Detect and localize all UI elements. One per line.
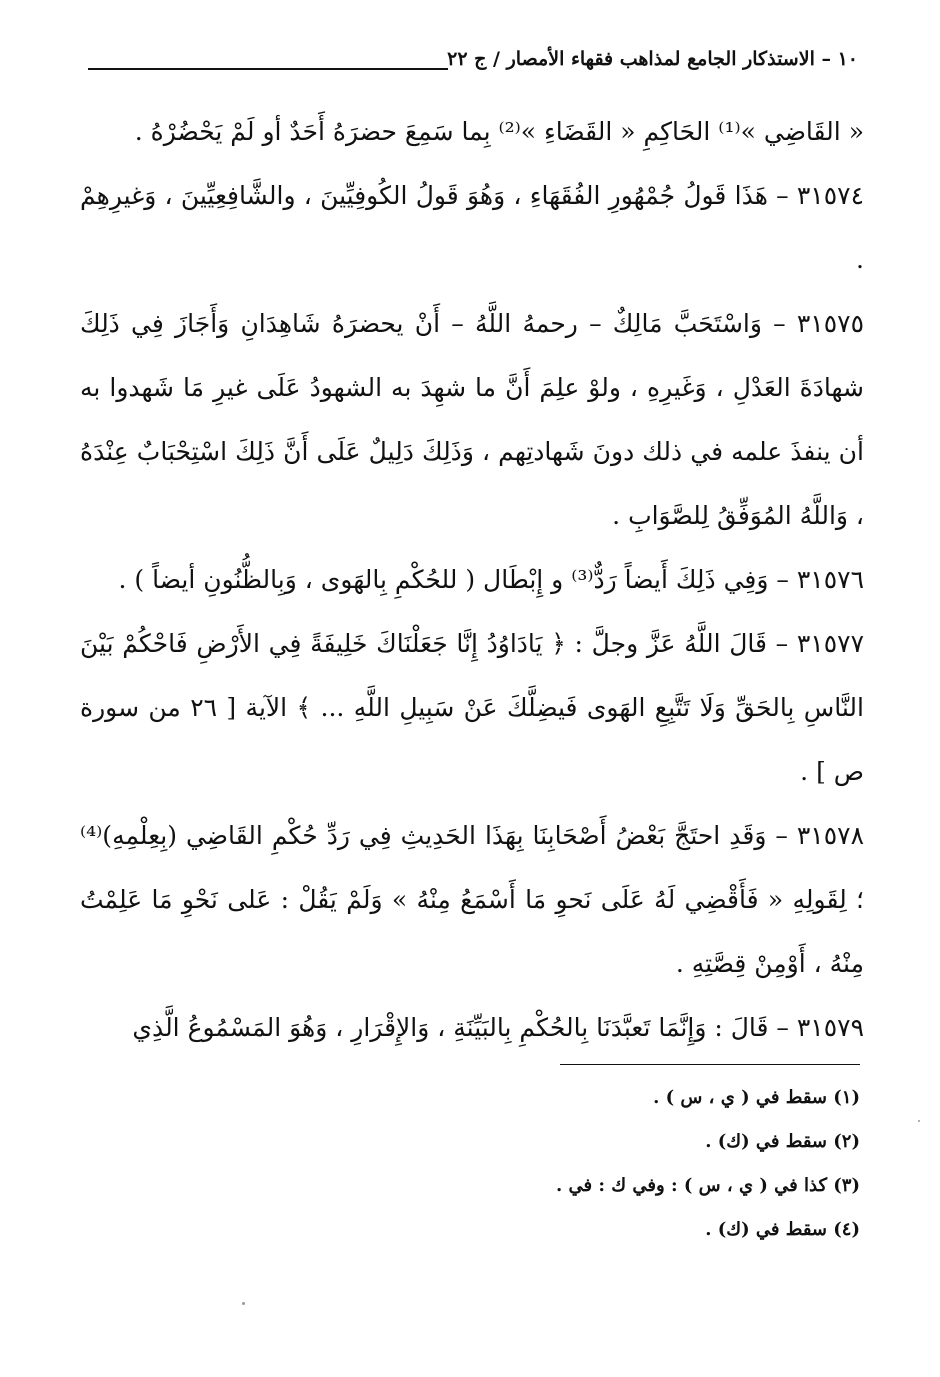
page-header [88, 44, 858, 84]
footnote-2: (٢) سقط في (ك) . [705, 1131, 860, 1152]
paragraph-31574: ٣١٥٧٤ – هَذَا قَولُ جُمْهُورِ الفُقَهَاءِ ، وَهُوَ قَولُ الكُوفِيِّينَ ، والشَّافِعِيِّينَ ، وَغيرِهِمْ . [80, 181, 864, 274]
paragraph-31578: ٣١٥٧٨ – وَقَدِ احتَجَّ بَعْضُ أَصْحَابِنَا بِهَذَا الحَدِيثِ فِي رَدِّ حُكْمِ القَاضِي (بِعِلْمِهِ)⁽⁴⁾ ؛ لِقَولِهِ « فَأَقْضِي لَهُ عَلَى نَحوِ مَا أَسْمَعُ مِنْهُ » وَلَمْ يَقُلْ : عَلى نَحْوِ مَا عَلِمْتُ مِنْهُ ، أَوْمِنْ قِصَّتِهِ . [80, 821, 864, 978]
scan-speck [918, 1120, 920, 1122]
footnotes [420, 1076, 860, 1252]
header-rule [88, 68, 448, 70]
footnote-4: (٤) سقط في (ك) . [705, 1219, 860, 1240]
paragraph-31576: ٣١٥٧٦ – وَفِي ذَلِكَ أَيضاً رَدٌّ⁽³⁾ و إِبْطَال ( للحُكْمِ بِالهَوى ، وَبِالظُّنُونِ أيضاً ) . [118, 565, 864, 594]
footnote-1: (١) سقط في ( ي ، س ) . [653, 1087, 860, 1108]
footnote-separator [560, 1064, 860, 1065]
footnote-3: (٣) كذا في ( ي ، س ) : وفي ك : في . [555, 1175, 860, 1196]
running-title: ١٠ – الاستذكار الجامع لمذاهب فقهاء الأمصار / ج ٢٢ [447, 48, 858, 70]
scan-speck [242, 1302, 245, 1305]
paragraph-continuation: « القَاضِي »⁽¹⁾ الحَاكِمِ « القَضَاءِ »⁽²⁾ بِما سَمِعَ حضرَهُ أَحَدٌ أو لَمْ يَحْضُرْهُ . [134, 117, 864, 146]
paragraph-31579: ٣١٥٧٩ – قَالَ : وَإِنَّمَا تَعبَّدَنَا بِالحُكْمِ بِالبَيِّنَةِ ، وَالإِقْرَارِ ، وَهُوَ المَسْمُوعُ الَّذِي [132, 1013, 864, 1042]
paragraph-31575: ٣١٥٧٥ – وَاسْتَحَبَّ مَالِكٌ – رحمهُ اللَّهُ – أَنْ يحضرَهُ شَاهِدَانِ وَأَجَازَ فِي ذَلِكَ شهادَةَ العَدْلِ ، وَغَيرِهِ ، ولوْ علِمَ أَنَّ ما شهِدَ به الشهودُ عَلَى غيرِ مَا شَهدوا به أن ينفذَ علمه في ذلك دونَ شَهادتِهم ، وَذَلِكَ دَلِيلٌ عَلَى أَنَّ ذَلِكَ اسْتِحْبَابٌ عِنْدَهُ ، وَاللَّهُ المُوَفِّقُ لِلصَّوَابِ . [80, 309, 864, 530]
main-text [80, 100, 864, 1060]
paragraph-31577: ٣١٥٧٧ – قَالَ اللَّهُ عَزَّ وجلَّ : ﴿ يَادَاوُدُ إِنَّا جَعَلْنَاكَ خَلِيفَةً فِي الأَرْضِ فَاحْكُمْ بَيْنَ النَّاسِ بِالحَقِّ وَلَا تَتَّبِعِ الهَوى فَيضِلَّكَ عَنْ سَبِيلِ اللَّهِ ... ﴾ الآية [ ٢٦ من سورة ص ] . [80, 629, 865, 786]
